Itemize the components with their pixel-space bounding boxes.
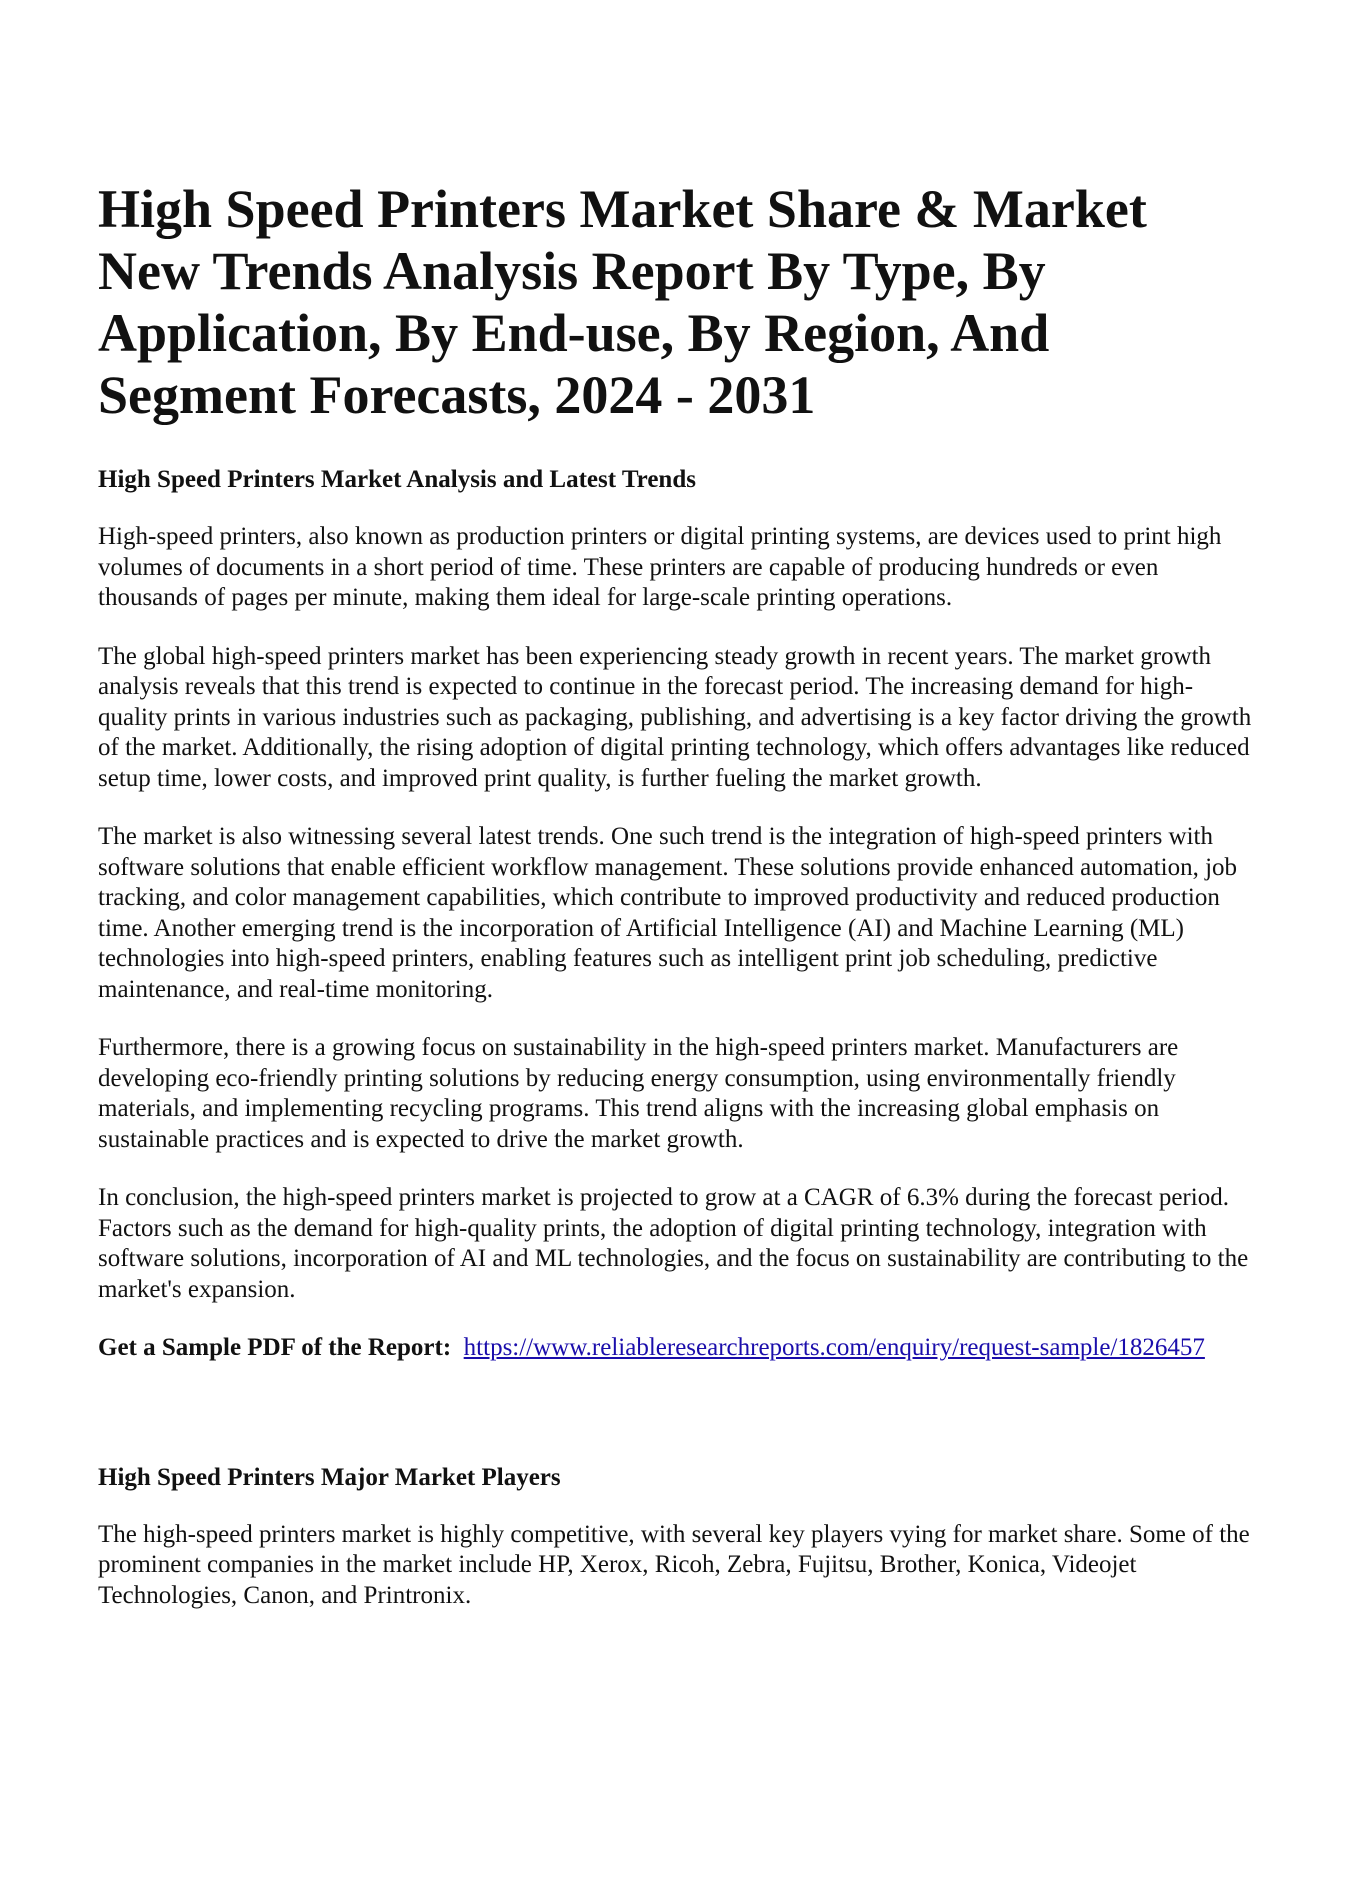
document-title: High Speed Printers Market Share & Market New Trends Analysis Report By Type, By Application, By End-use, By Region, And Segment Forecasts, 2024 - 2031 bbox=[98, 179, 1147, 425]
sample-pdf-label: Get a Sample PDF of the Report: bbox=[98, 1334, 452, 1361]
section-heading-analysis: High Speed Printers Market Analysis and Latest Trends bbox=[98, 466, 696, 493]
paragraph: Furthermore, there is a growing focus on sustainability in the high-speed printers market. Manufacturers are developing eco-friendly printing solutions by reducing energy consumption, using environmentally friendly materials, and implementing recycling programs. This trend aligns with the increasing global emphasis on sustainable practices and is expected to drive the market growth. bbox=[98, 1034, 1179, 1153]
document-page bbox=[98, 178, 1258, 1639]
paragraph: The high-speed printers market is highly competitive, with several key players vying for market share. Some of the prominent companies in the market include HP, Xerox, Ricoh, Zebra, Fujitsu, Brother, Konica, Videojet Technologies, Canon, and Printronix. bbox=[98, 1520, 1250, 1609]
sample-pdf-link[interactable]: https://www.reliableresearchreports.com/enquiry/request-sample/1826457 bbox=[463, 1334, 1205, 1361]
paragraph: The global high-speed printers market has been experiencing steady growth in recent years. The market growth analysis reveals that this trend is expected to continue in the forecast period. The increasing demand for high-quality prints in various industries such as packaging, publishing, and advertising is a key factor driving the growth of the market. Additionally, the rising adoption of digital printing technology, which offers advantages like reduced setup time, lower costs, and improved print quality, is further fueling the market growth. bbox=[98, 642, 1252, 792]
paragraph: High-speed printers, also known as production printers or digital printing systems, are devices used to print high volumes of documents in a short period of time. These printers are capable of producing hundreds or even thousands of pages per minute, making them ideal for large-scale printing operations. bbox=[98, 523, 1222, 611]
paragraph: In conclusion, the high-speed printers market is projected to grow at a CAGR of 6.3% during the forecast period. Factors such as the demand for high-quality prints, the adoption of digital printing technology, integration with software solutions, incorporation of AI and ML technologies, and the focus on sustainability are contributing to the market's expansion. bbox=[98, 1184, 1249, 1303]
paragraph: The market is also witnessing several latest trends. One such trend is the integration of high-speed printers with software solutions that enable efficient workflow management. These solutions provide enhanced automation, job tracking, and color management capabilities, which contribute to improved productivity and reduced production time. Another emerging trend is the incorporation of Artificial Intelligence (AI) and Machine Learning (ML) technologies into high-speed printers, enabling features such as intelligent print job scheduling, predictive maintenance, and real-time monitoring. bbox=[98, 823, 1238, 1003]
sample-pdf-line bbox=[98, 1333, 1258, 1364]
section-heading-players: High Speed Printers Major Market Players bbox=[98, 1463, 561, 1491]
